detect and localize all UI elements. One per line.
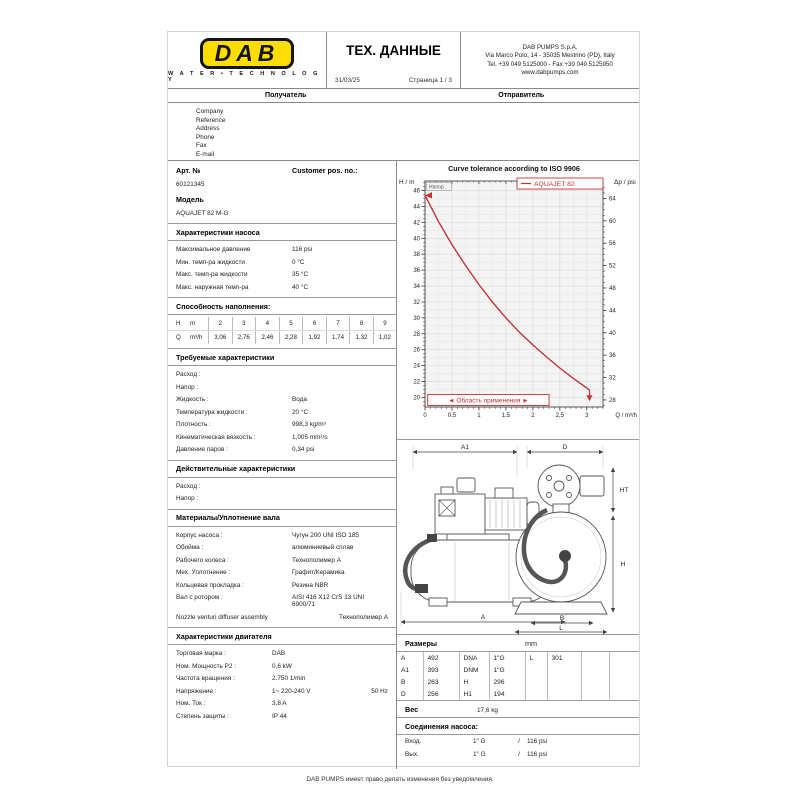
footer-disclaimer: DAB PUMPS имеет право делать изменения без уведомления. <box>306 776 494 783</box>
svg-text:26: 26 <box>413 347 420 354</box>
address-line: Tel. +39 049 5125000 - Fax +39 049 5125950 <box>487 60 613 68</box>
connection-row-inlet <box>397 735 639 748</box>
row-label: Степень защиты : <box>176 712 230 720</box>
dimensions-title: Размеры <box>405 638 438 648</box>
row-value: Графит/Керамика <box>292 569 345 576</box>
pump-drawings <box>397 439 639 634</box>
field-email: E-mail <box>196 150 215 158</box>
left-column <box>168 161 397 769</box>
row-label: Жидкость : <box>176 396 209 403</box>
row-label: Корпус насоса : <box>176 531 223 539</box>
recipient-fields <box>168 103 639 160</box>
row-value: 0 °C <box>292 258 305 266</box>
cell: Q <box>176 334 181 341</box>
cell: 8 <box>350 317 374 331</box>
row-label: Расход : <box>176 482 201 490</box>
cell: 301 <box>547 652 581 664</box>
svg-text:36: 36 <box>413 268 420 275</box>
chart-title: Curve tolerance according to ISO 9906 <box>448 164 580 173</box>
cell <box>547 664 581 676</box>
row-label: Расход : <box>176 371 201 378</box>
cell: 3,06 <box>209 331 233 345</box>
row-value: AISI 416 X12 CrS 13 UNI 6900/71 <box>292 594 365 608</box>
cell: 2 <box>209 317 233 331</box>
svg-text:34: 34 <box>413 284 420 291</box>
svg-text:24: 24 <box>413 363 420 370</box>
section-actual-characteristics: Действительные характеристики <box>168 460 396 478</box>
row-value: Технополимер A <box>292 556 341 564</box>
dimensions-unit: mm <box>525 638 538 648</box>
row-label: Напряжение : <box>176 687 217 695</box>
svg-text:28: 28 <box>413 331 420 338</box>
dim-label-a1: A1 <box>461 444 469 451</box>
row-label: Обойма : <box>176 544 204 551</box>
cell: 9 <box>373 317 396 331</box>
dim-label-d: D <box>562 444 568 451</box>
section-materials: Материалы/Уплотнение вала <box>168 509 396 527</box>
company-address <box>461 32 639 88</box>
row-value: 40 °C <box>292 283 309 291</box>
svg-text:32: 32 <box>413 299 420 306</box>
y-axis-left-label: H / m <box>399 179 415 186</box>
cell: 1,32 <box>350 331 374 345</box>
row-value: 116 psi <box>292 246 313 253</box>
section-pump-characteristics: Характеристики насоса <box>168 223 396 241</box>
cell <box>581 664 609 676</box>
cell: 1,02 <box>378 334 391 341</box>
row-label: Кольцевая прокладка : <box>176 581 244 589</box>
svg-text:44: 44 <box>413 204 420 211</box>
cell: D <box>397 688 423 701</box>
weight-row <box>397 701 639 718</box>
dim-label-l: L <box>559 625 563 632</box>
svg-text:38: 38 <box>413 252 420 259</box>
svg-text:48: 48 <box>609 285 616 292</box>
svg-text:40: 40 <box>413 236 420 243</box>
cell: 2,76 <box>232 331 256 345</box>
svg-text:22: 22 <box>413 379 420 386</box>
weight-label: Вес <box>405 704 419 714</box>
cell <box>525 688 547 701</box>
cell: H1 <box>459 688 489 701</box>
svg-text:0: 0 <box>423 413 427 419</box>
art-no-value: 60121345 <box>176 180 205 188</box>
section-motor-characteristics: Характеристики двигателя <box>168 627 396 645</box>
customer-pos-label: Customer pos. no.: <box>292 166 358 175</box>
cell: A1 <box>397 664 423 676</box>
cell: 194 <box>489 688 525 701</box>
separator: / <box>518 751 520 758</box>
pump-curve-chart <box>397 161 639 437</box>
cell: 1,92 <box>303 331 327 345</box>
row-value: 20 °C <box>292 408 309 416</box>
corner-label: Напор <box>429 184 444 191</box>
connections-header: Соединения насоса: <box>397 718 639 735</box>
row-label: Ном. Ток : <box>176 700 206 707</box>
row-label: Напор : <box>176 383 199 391</box>
svg-text:56: 56 <box>609 241 616 248</box>
main-content <box>168 160 639 769</box>
row-label: Плотность : <box>176 421 211 428</box>
page-title: ТЕХ. ДАННЫЕ <box>346 43 441 58</box>
cell: 5 <box>279 317 303 331</box>
dim-label-ht: HT <box>619 487 629 494</box>
svg-text:36: 36 <box>609 353 616 360</box>
cell <box>547 688 581 701</box>
cell: 1,74 <box>326 331 350 345</box>
cell: 4 <box>256 317 280 331</box>
cell: 7 <box>326 317 350 331</box>
cell: A <box>397 652 423 664</box>
row-value: 35 °C <box>292 271 309 278</box>
svg-text:42: 42 <box>413 220 420 227</box>
row-value: Технополимер A <box>339 613 388 621</box>
model-value: AQUAJET 82 M-G <box>176 209 229 217</box>
svg-text:3: 3 <box>585 413 589 419</box>
svg-text:52: 52 <box>609 263 616 270</box>
inlet-size: 1" G <box>473 738 486 745</box>
field-fax: Fax <box>196 142 207 150</box>
dim-label-h: H <box>620 561 626 568</box>
cell <box>525 664 547 676</box>
datasheet-page <box>167 31 640 767</box>
cell <box>609 664 639 676</box>
dab-logo-tagline: W A T E R • T E C H N O L O G Y <box>168 70 320 83</box>
row-label: Рабочего колеса : <box>176 556 229 564</box>
cell: m³/h <box>190 331 209 345</box>
separator: / <box>518 738 520 745</box>
dim-label-a: A <box>480 614 486 621</box>
page-number: Страница 1 / 3 <box>408 77 452 84</box>
row-label: Макс. наружная темп-ра <box>176 283 249 291</box>
outlet-label: Вых. <box>405 751 419 758</box>
row-extra: 50 Hz <box>371 687 388 695</box>
application-range-label: ◄ Область применения ► <box>448 397 529 405</box>
row-value: Резина NBR <box>292 581 329 589</box>
pump-front-view <box>515 446 613 632</box>
pump-dimension-drawings <box>397 440 639 634</box>
svg-text:1,5: 1,5 <box>501 413 511 419</box>
row-value: 3,8 A <box>272 700 287 707</box>
dimensions-table <box>397 652 639 701</box>
cell <box>581 652 609 664</box>
doc-date: 31/03/25 <box>335 77 360 84</box>
row-value: 1~ 220-240 V <box>272 687 311 695</box>
row-value: Чугун 200 UNI ISO 185 <box>292 531 359 539</box>
section-required-characteristics: Требуемые характеристики <box>168 348 396 366</box>
cell: DNA <box>459 652 489 664</box>
svg-text:60: 60 <box>609 218 616 225</box>
cell: L <box>525 652 547 664</box>
row-label: Давление паров : <box>176 446 228 453</box>
svg-text:30: 30 <box>413 315 420 322</box>
page-header <box>168 32 639 89</box>
connection-row-outlet <box>397 748 639 761</box>
weight-value: 17,6 kg <box>477 706 498 714</box>
row-value: 1,005 mm²/s <box>292 433 328 441</box>
row-value: IP 44 <box>272 712 287 720</box>
section-filling-capability: Способность наполнения: <box>168 297 396 315</box>
dim-label-b: B <box>559 615 565 622</box>
outlet-size: 1" G <box>473 751 486 758</box>
field-address: Address <box>196 125 220 133</box>
cell: 393 <box>423 664 459 676</box>
row-label: Вал с ротором : <box>176 594 223 601</box>
cell <box>581 676 609 688</box>
row-label: Напор : <box>176 495 199 502</box>
field-phone: Phone <box>196 133 215 141</box>
address-website: www.dabpumps.com <box>521 69 579 77</box>
art-no-label: Арт. № <box>176 166 201 175</box>
svg-text:46: 46 <box>413 188 420 195</box>
cell: 1"G <box>489 652 525 664</box>
field-reference: Reference <box>196 116 226 124</box>
legend-label: AQUAJET 82 <box>534 181 575 188</box>
row-value: DAB <box>272 650 286 657</box>
row-value: 0,34 psi <box>292 446 315 453</box>
cell <box>609 676 639 688</box>
cell: H <box>459 676 489 688</box>
x-axis-label: Q / m³/h <box>615 413 637 419</box>
cell: 6 <box>303 317 327 331</box>
row-value: Вода <box>292 396 307 403</box>
row-label: Nozzle venturi diffuser assembly <box>176 613 268 621</box>
row-label: Макс. темп-ра жидкости <box>176 271 248 278</box>
cell: m <box>190 317 209 331</box>
recipient-label: Получатель <box>265 92 307 99</box>
outlet-pressure: 116 psi <box>527 751 548 758</box>
dab-logo-mark: DAB <box>200 38 295 69</box>
parties-row <box>168 89 639 103</box>
y-axis-right-label: Δp / psi <box>614 179 636 186</box>
cell: 2,46 <box>256 331 280 345</box>
cell: 1"G <box>489 664 525 676</box>
cell: 296 <box>489 676 525 688</box>
address-line: Via Marco Polo, 14 - 35035 Mestrino (PD), Italy <box>485 52 615 60</box>
filling-table <box>168 317 396 344</box>
title-block <box>327 32 461 88</box>
svg-text:1: 1 <box>477 413 481 419</box>
row-label: Торговая марка : <box>176 650 226 657</box>
cell: 256 <box>423 688 459 701</box>
row-label: Частота вращения : <box>176 675 235 682</box>
row-label: Ном. Мощность P2 : <box>176 662 236 670</box>
cell: 2,28 <box>279 331 303 345</box>
address-line: DAB PUMPS S.p.A. <box>522 43 578 51</box>
row-label: Мин. темп-ра жидкости <box>176 258 245 266</box>
cell: 3 <box>232 317 256 331</box>
row-value: 0,6 kW <box>272 662 292 670</box>
cell <box>547 676 581 688</box>
cell <box>525 676 547 688</box>
right-column <box>397 161 639 769</box>
svg-text:20: 20 <box>413 395 420 402</box>
cell: DNM <box>459 664 489 676</box>
inlet-pressure: 116 psi <box>527 738 548 745</box>
svg-text:44: 44 <box>609 308 616 315</box>
inlet-label: Вход. <box>405 738 422 745</box>
row-label: Мех. Уплотнение : <box>176 569 231 576</box>
svg-text:28: 28 <box>609 397 616 404</box>
field-company: Company <box>196 108 224 115</box>
row-label: Максимальное давление <box>176 246 251 253</box>
svg-text:32: 32 <box>609 375 616 382</box>
sender-label: Отправитель <box>498 92 545 99</box>
dimensions-header <box>397 634 639 652</box>
cell <box>609 688 639 701</box>
svg-text:2: 2 <box>531 413 535 419</box>
cell <box>581 688 609 701</box>
row-value: 2.750 1/min <box>272 675 306 682</box>
model-label: Модель <box>176 195 204 204</box>
performance-chart <box>397 161 639 439</box>
row-value: 998,3 kg/m³ <box>292 421 326 428</box>
svg-text:0,5: 0,5 <box>447 413 457 419</box>
svg-text:64: 64 <box>609 196 616 203</box>
row-label: Кинематическая вязкость : <box>176 433 256 441</box>
cell: B <box>397 676 423 688</box>
svg-text:40: 40 <box>609 330 616 337</box>
svg-text:2,5: 2,5 <box>555 413 565 419</box>
row-value: алюминиевый сплав <box>292 544 354 551</box>
dab-logo <box>168 32 327 88</box>
row-label: Температура жидкости : <box>176 408 248 416</box>
cell: 263 <box>423 676 459 688</box>
cell <box>609 652 639 664</box>
cell: H <box>168 317 190 331</box>
cell: 492 <box>423 652 459 664</box>
